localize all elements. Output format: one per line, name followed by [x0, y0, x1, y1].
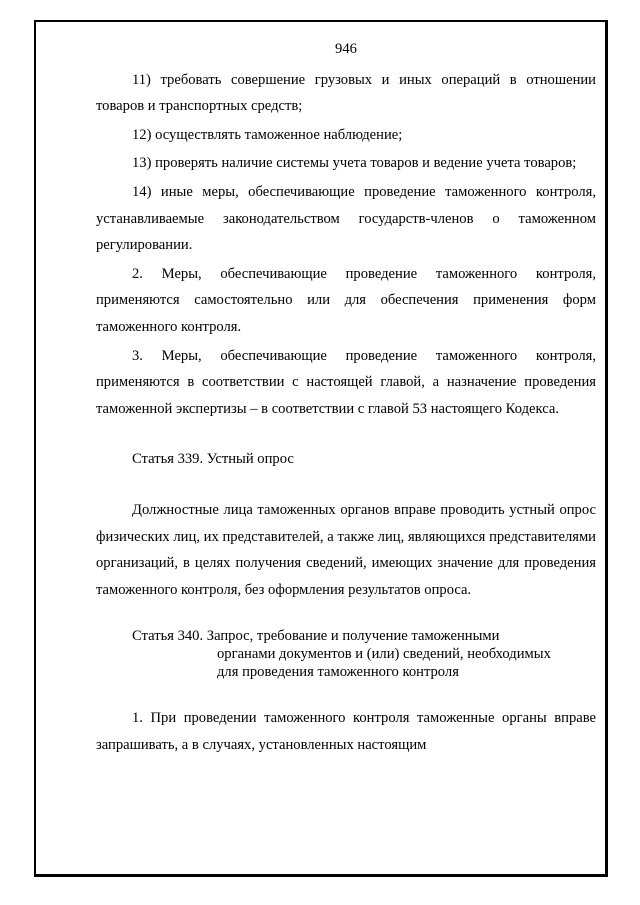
paragraph-item-14: 14) иные меры, обеспечивающие проведение таможенного контроля, устанавливаемые законодательством государств-членов о таможенном регулировании.: [96, 183, 596, 254]
article-340-heading-line1: Статья 340. Запрос, требование и получение таможенными: [132, 628, 500, 645]
paragraph-item-11: 11) требовать совершение грузовых и иных операций в отношении товаров и транспортных средств;: [96, 71, 596, 115]
article-340-heading-line3: для проведения таможенного контроля: [217, 664, 459, 681]
page-number: 946: [335, 41, 357, 57]
paragraph-clause-2: 2. Меры, обеспечивающие проведение таможенного контроля, применяются самостоятельно или для обеспечения применения форм таможенного контроля.: [96, 265, 596, 335]
article-340-heading: [96, 627, 596, 681]
paragraph-item-12: 12) осуществлять таможенное наблюдение;: [132, 126, 403, 143]
spacer: [96, 681, 596, 705]
spacer: [96, 473, 596, 497]
article-339-text: Должностные лица таможенных органов вправе проводить устный опрос физических лиц, их представителей, а также лиц, являющихся представителями организаций, в целях получения сведений, имеющих значение для проведения таможенного контроля, без оформления результатов опроса.: [96, 501, 596, 598]
spacer: [96, 603, 596, 627]
paragraph-clause-3: 3. Меры, обеспечивающие проведение таможенного контроля, применяются в соответствии с настоящей главой, а назначение проведения таможенной экспертизы – в соответствии с главой 53 настоящего Кодекса.: [96, 347, 596, 417]
paragraph-item-13: 13) проверять наличие системы учета товаров и ведение учета товаров;: [132, 155, 577, 172]
article-340-heading-line2: органами документов и (или) сведений, необходимых: [217, 646, 551, 663]
article-340-text: 1. При проведении таможенного контроля таможенные органы вправе запрашивать, а в случаях, установленных настоящим: [96, 710, 596, 753]
article-339-heading: Статья 339. Устный опрос: [132, 451, 294, 468]
document-body: [96, 36, 596, 758]
spacer: [96, 422, 596, 446]
